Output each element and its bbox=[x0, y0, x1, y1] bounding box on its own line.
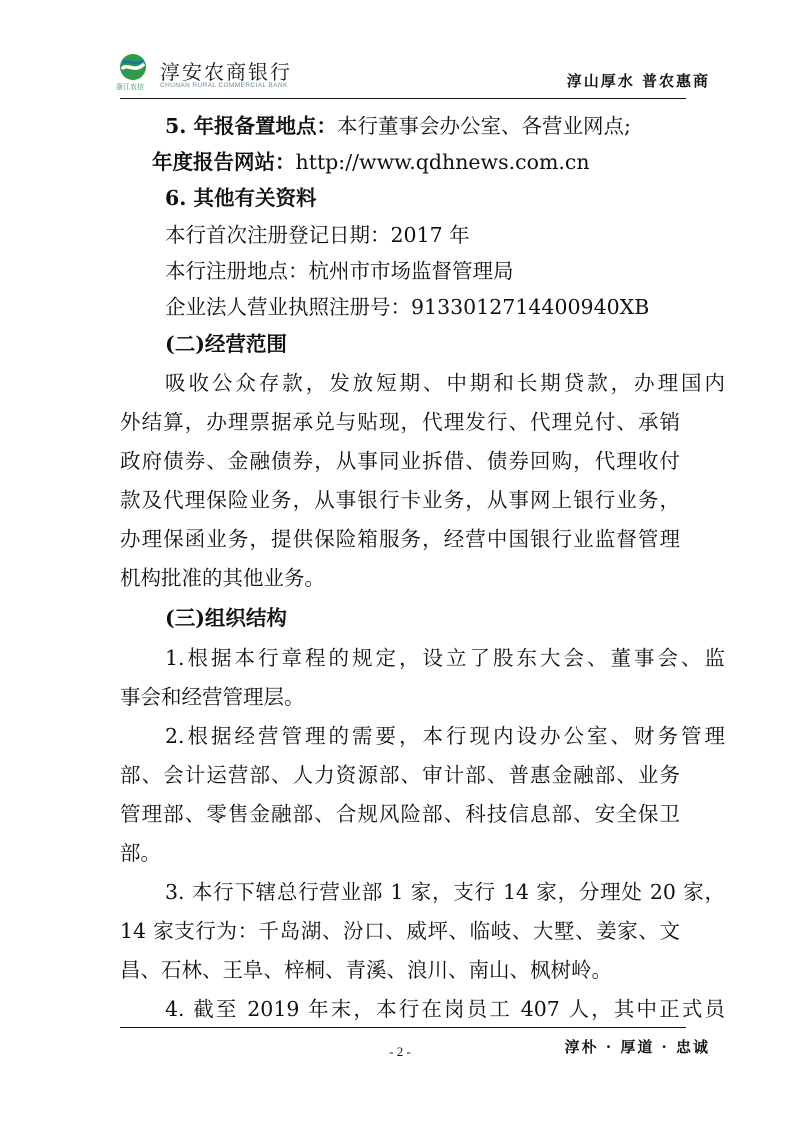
section-heading-business-scope: (二)经营范围 bbox=[165, 332, 287, 356]
registration-place-line: 本行注册地点：杭州市市场监督管理局 bbox=[165, 259, 514, 283]
paragraph-line: 政府债券、金融债券，从事同业拆借、债券回购，代理收付 bbox=[120, 449, 680, 473]
paragraph-line: 昌、石林、王阜、梓桐、青溪、浪川、南山、枫树岭。 bbox=[120, 958, 612, 982]
paragraph-line: 款及代理保险业务，从事银行卡业务，从事网上银行业务， bbox=[120, 488, 680, 512]
page-number: - 2 - bbox=[389, 1044, 411, 1059]
section-heading-org-structure: (三)组织结构 bbox=[165, 606, 287, 630]
footer-divider bbox=[120, 1027, 686, 1028]
paragraph-line: 2.根据经营管理的需要，本行现内设办公室、财务管理 bbox=[165, 724, 725, 748]
header-slogan: 淳山厚水 普农惠商 bbox=[566, 72, 710, 90]
bank-logo-icon bbox=[118, 52, 148, 82]
paragraph-line: 机构批准的其他业务。 bbox=[120, 566, 325, 590]
footer-motto: 淳朴 · 厚道 · 忠诚 bbox=[564, 1038, 710, 1056]
report-website-label: 年度报告网站： bbox=[152, 150, 296, 174]
paragraph-line: 部。 bbox=[120, 841, 161, 865]
page-header bbox=[0, 0, 800, 100]
paragraph-line: 吸收公众存款，发放短期、中期和长期贷款，办理国内 bbox=[165, 371, 725, 395]
report-website-line bbox=[120, 144, 712, 180]
license-number-line: 企业法人营业执照注册号：9133012714400940XB bbox=[165, 295, 650, 319]
header-divider bbox=[120, 98, 686, 99]
section-heading-other-info: 6. 其他有关资料 bbox=[165, 186, 317, 210]
paragraph-line: 管理部、零售金融部、合规风险部、科技信息部、安全保卫 bbox=[120, 802, 680, 826]
paragraph-line: 事会和经营管理层。 bbox=[120, 685, 305, 709]
paragraph-line: 3. 本行下辖总行营业部 1 家，支行 14 家，分理处 20 家， bbox=[165, 880, 725, 904]
paragraph-line: 1.根据本行章程的规定，设立了股东大会、董事会、监 bbox=[165, 646, 725, 670]
report-website-url: http://www.qdhnews.com.cn bbox=[295, 150, 590, 174]
paragraph-line: 14 家支行为：千岛湖、汾口、威坪、临岐、大墅、姜家、文 bbox=[120, 919, 680, 943]
paragraph-line: 外结算，办理票据承兑与贴现，代理发行、代理兑付、承销 bbox=[120, 410, 680, 434]
paragraph-line: 办理保函业务，提供保险箱服务，经营中国银行业监督管理 bbox=[120, 527, 680, 551]
registration-date-line: 本行首次注册登记日期：2017 年 bbox=[165, 223, 470, 247]
paragraph-line: 部、会计运营部、人力资源部、审计部、普惠金融部、业务 bbox=[120, 763, 680, 787]
bank-name-en: CHUNAN RURAL COMMERCIAL BANK bbox=[160, 82, 288, 89]
paragraph-line: 4. 截至 2019 年末，本行在岗员工 407 人，其中正式员 bbox=[165, 997, 725, 1021]
archive-location-line bbox=[120, 108, 725, 144]
logo-subtitle: 浙江农信 bbox=[116, 84, 144, 91]
archive-location-value: 本行董事会办公室、各营业网点; bbox=[337, 114, 631, 138]
archive-location-label: 5. 年报备置地点： bbox=[165, 114, 338, 138]
bank-logo bbox=[116, 52, 292, 94]
bank-name-cn: 淳安农商银行 bbox=[160, 60, 292, 84]
